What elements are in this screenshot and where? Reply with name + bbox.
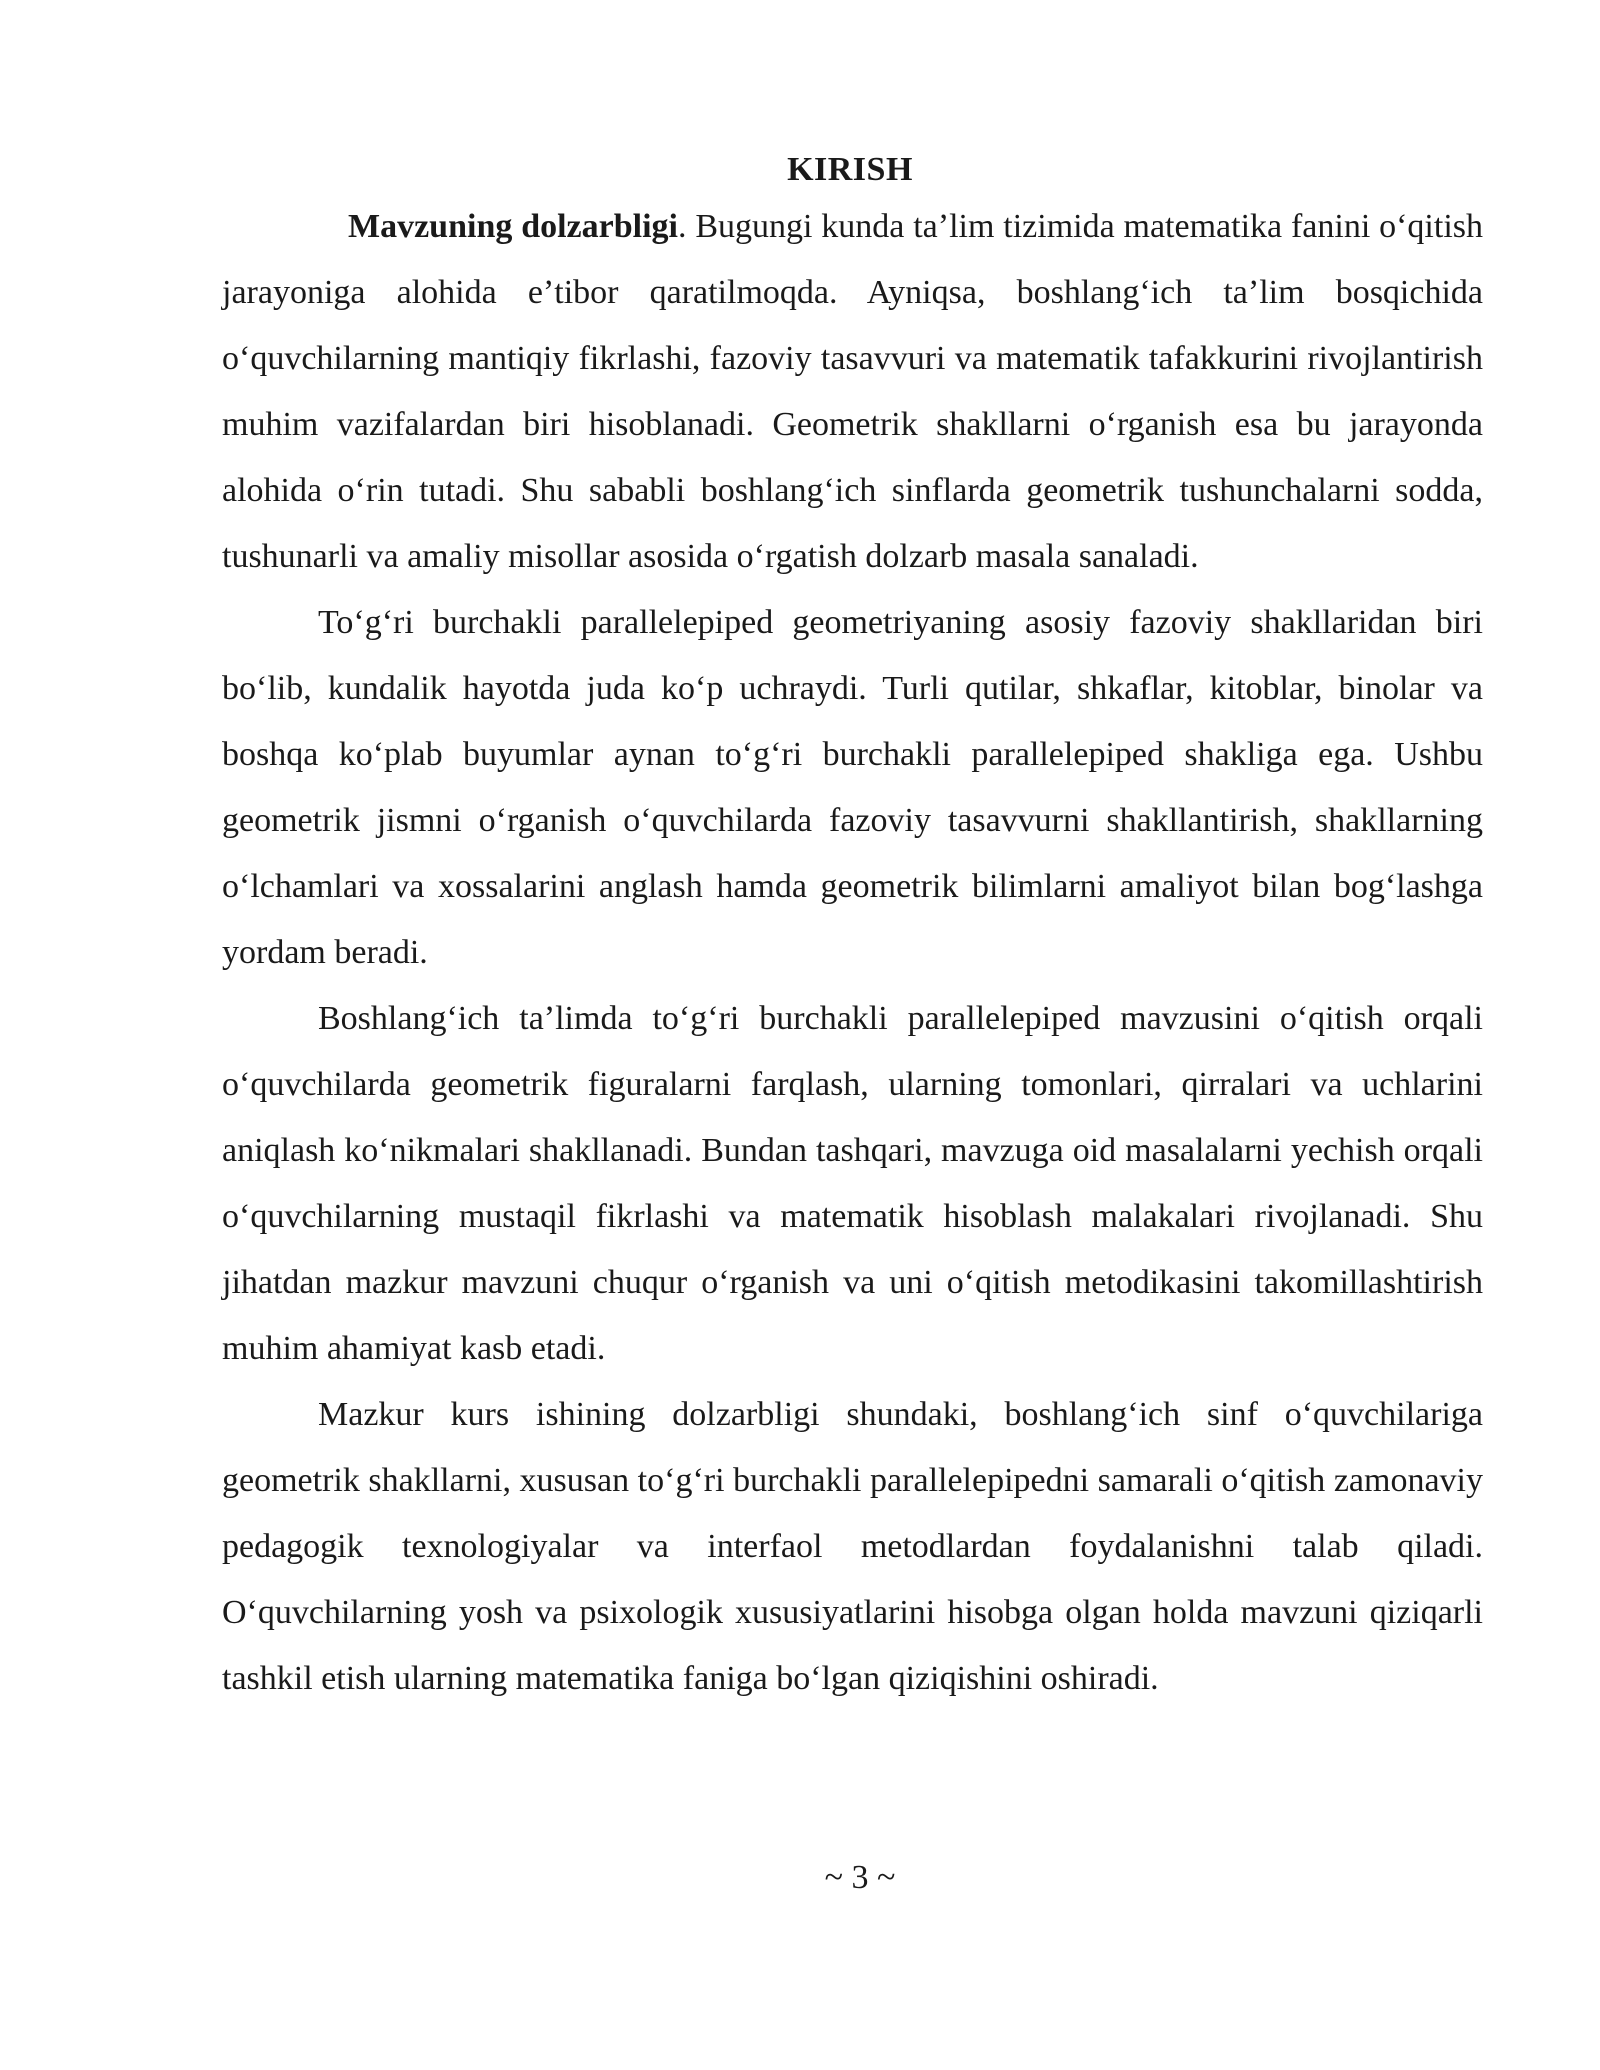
document-body	[222, 194, 1483, 1712]
page-number: ~ 3 ~	[824, 1859, 896, 1896]
paragraph-text: . Bugungi kunda taʼlim tizimida matematika fanini oʻqitish jarayoniga alohida eʼtibor qaratilmoqda. Ayniqsa, boshlangʻich taʼlim bosqichida oʻquvchilarning mantiqiy fikrlashi, fazoviy tasavvuri va matematik tafakkurini rivojlantirish muhim vazifalardan biri hisoblanadi. Geometrik shakllarni oʻrganish esa bu jarayonda alohida oʻrin tutadi. Shu sababli boshlangʻich sinflarda geometrik tushunchalarni sodda, tushunarli va amaliy misollar asosida oʻrgatish dolzarb masala sanaladi.	[222, 208, 1483, 575]
section-title: KIRISH	[787, 151, 913, 188]
paragraph-lead: Mavzuning dolzarbligi	[348, 208, 678, 245]
paragraph-parallelepiped: Toʻgʻri burchakli parallelepiped geometriyaning asosiy fazoviy shakllaridan biri boʻlib, kundalik hayotda juda koʻp uchraydi. Turli qutilar, shkaflar, kitoblar, binolar va boshqa koʻplab buyumlar aynan toʻgʻri burchakli parallelepiped shakliga ega. Ushbu geometrik jismni oʻrganish oʻquvchilarda fazoviy tasavvurni shakllantirish, shakllarning oʻlchamlari va xossalarini anglash hamda geometrik bilimlarni amaliyot bilan bogʻlashga yordam beradi.	[222, 604, 1483, 971]
paragraph-relevance	[222, 194, 1483, 590]
paragraph-primary-education: Boshlangʻich taʼlimda toʻgʻri burchakli parallelepiped mavzusini oʻqitish orqali oʻquvchilarda geometrik figuralarni farqlash, ularning tomonlari, qirralari va uchlarini aniqlash koʻnikmalari shakllanadi. Bundan tashqari, mavzuga oid masalalarni yechish orqali oʻquvchilarning mustaqil fikrlashi va matematik hisoblash malakalari rivojlanadi. Shu jihatdan mazkur mavzuni chuqur oʻrganish va uni oʻqitish metodikasini takomillashtirish muhim ahamiyat kasb etadi.	[222, 1000, 1483, 1367]
paragraph-course-work: Mazkur kurs ishining dolzarbligi shundaki, boshlangʻich sinf oʻquvchilariga geometrik shakllarni, xususan toʻgʻri burchakli parallelepipedni samarali oʻqitish zamonaviy pedagogik texnologiyalar va interfaol metodlardan foydalanishni talab qiladi. Oʻquvchilarning yosh va psixologik xususiyatlarini hisobga olgan holda mavzuni qiziqarli tashkil etish ularning matematika faniga boʻlgan qiziqishini oshiradi.	[222, 1396, 1483, 1697]
